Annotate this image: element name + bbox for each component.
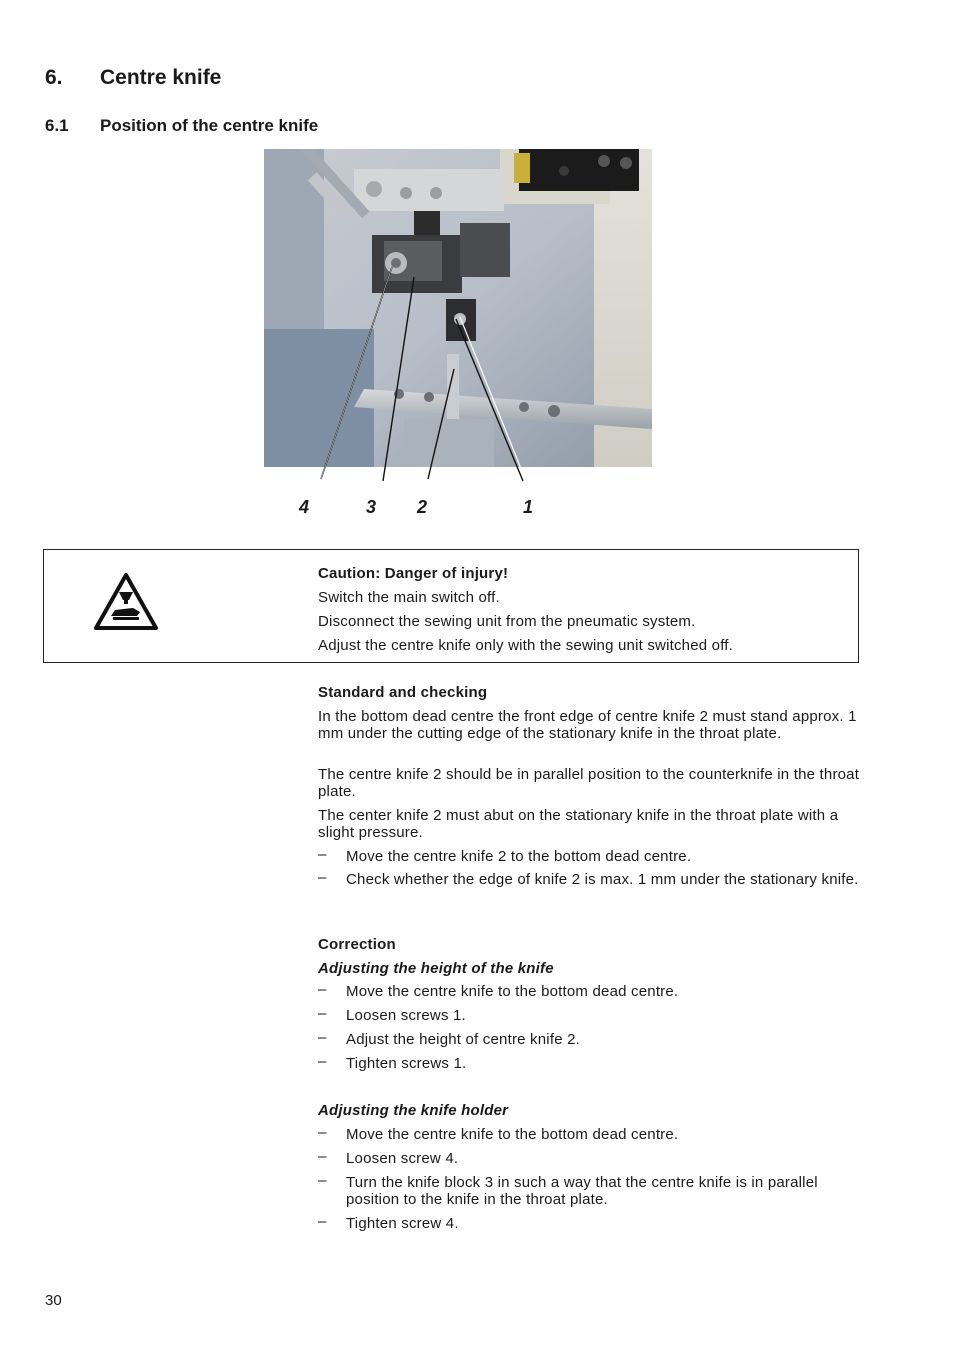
- list-item-text: Move the centre knife 2 to the bottom dead centre.: [346, 848, 692, 865]
- subsection-title: Position of the centre knife: [100, 116, 319, 135]
- list-item-text: Turn the knife block 3 in such a way that the centre knife is in parallel position to the knife in the throat plate.: [346, 1174, 818, 1208]
- caution-line: Disconnect the sewing unit from the pneumatic system.: [318, 613, 696, 630]
- callout-1: 1: [523, 497, 534, 517]
- list-marker: –: [318, 1005, 327, 1022]
- callout-leader-lines: [264, 149, 652, 489]
- hand-crush-warning-icon: [93, 572, 159, 631]
- standard-paragraph: In the bottom dead centre the front edge of centre knife 2 must stand approx. 1 mm under the cutting edge of the stationary knife in the throat plate.: [318, 708, 857, 742]
- standard-title: Standard and checking: [318, 684, 488, 701]
- list-item-text: Loosen screw 4.: [346, 1150, 459, 1167]
- section-number: 6.: [45, 66, 63, 89]
- list-marker: –: [318, 1029, 327, 1046]
- correction-title: Correction: [318, 936, 396, 953]
- subsection-number: 6.1: [45, 116, 69, 135]
- list-marker: –: [318, 1053, 327, 1070]
- list-marker: –: [318, 981, 327, 998]
- list-marker: –: [318, 1172, 327, 1189]
- standard-paragraph: The center knife 2 must abut on the stationary knife in the throat plate with a slight pressure.: [318, 807, 839, 841]
- list-marker: –: [318, 1148, 327, 1165]
- subsection-heading: [45, 116, 318, 136]
- list-item-text: Move the centre knife to the bottom dead centre.: [346, 983, 679, 1000]
- caution-line: Switch the main switch off.: [318, 589, 500, 606]
- list-marker: –: [318, 846, 327, 863]
- page-number: 30: [45, 1292, 62, 1309]
- list-marker: –: [318, 869, 327, 886]
- list-item-text: Tighten screw 4.: [346, 1215, 459, 1232]
- list-item-text: Tighten screws 1.: [346, 1055, 467, 1072]
- standard-paragraph: The centre knife 2 should be in parallel position to the counterknife in the throat plate.: [318, 766, 860, 800]
- caution-title: Caution: Danger of injury!: [318, 565, 509, 582]
- list-item-text: Loosen screws 1.: [346, 1007, 466, 1024]
- list-marker: –: [318, 1124, 327, 1141]
- callout-2: 2: [417, 497, 428, 517]
- callout-4: 4: [299, 497, 310, 517]
- list-item-text: Check whether the edge of knife 2 is max. 1 mm under the stationary knife.: [346, 871, 859, 888]
- callout-3: 3: [366, 497, 377, 517]
- holder-subtitle: Adjusting the knife holder: [318, 1102, 509, 1119]
- caution-line: Adjust the centre knife only with the sewing unit switched off.: [318, 637, 734, 654]
- height-subtitle: Adjusting the height of the knife: [318, 960, 554, 977]
- section-title: Centre knife: [100, 66, 222, 89]
- list-item-text: Move the centre knife to the bottom dead centre.: [346, 1126, 679, 1143]
- list-marker: –: [318, 1213, 327, 1230]
- section-heading: [45, 66, 221, 90]
- list-item-text: Adjust the height of centre knife 2.: [346, 1031, 581, 1048]
